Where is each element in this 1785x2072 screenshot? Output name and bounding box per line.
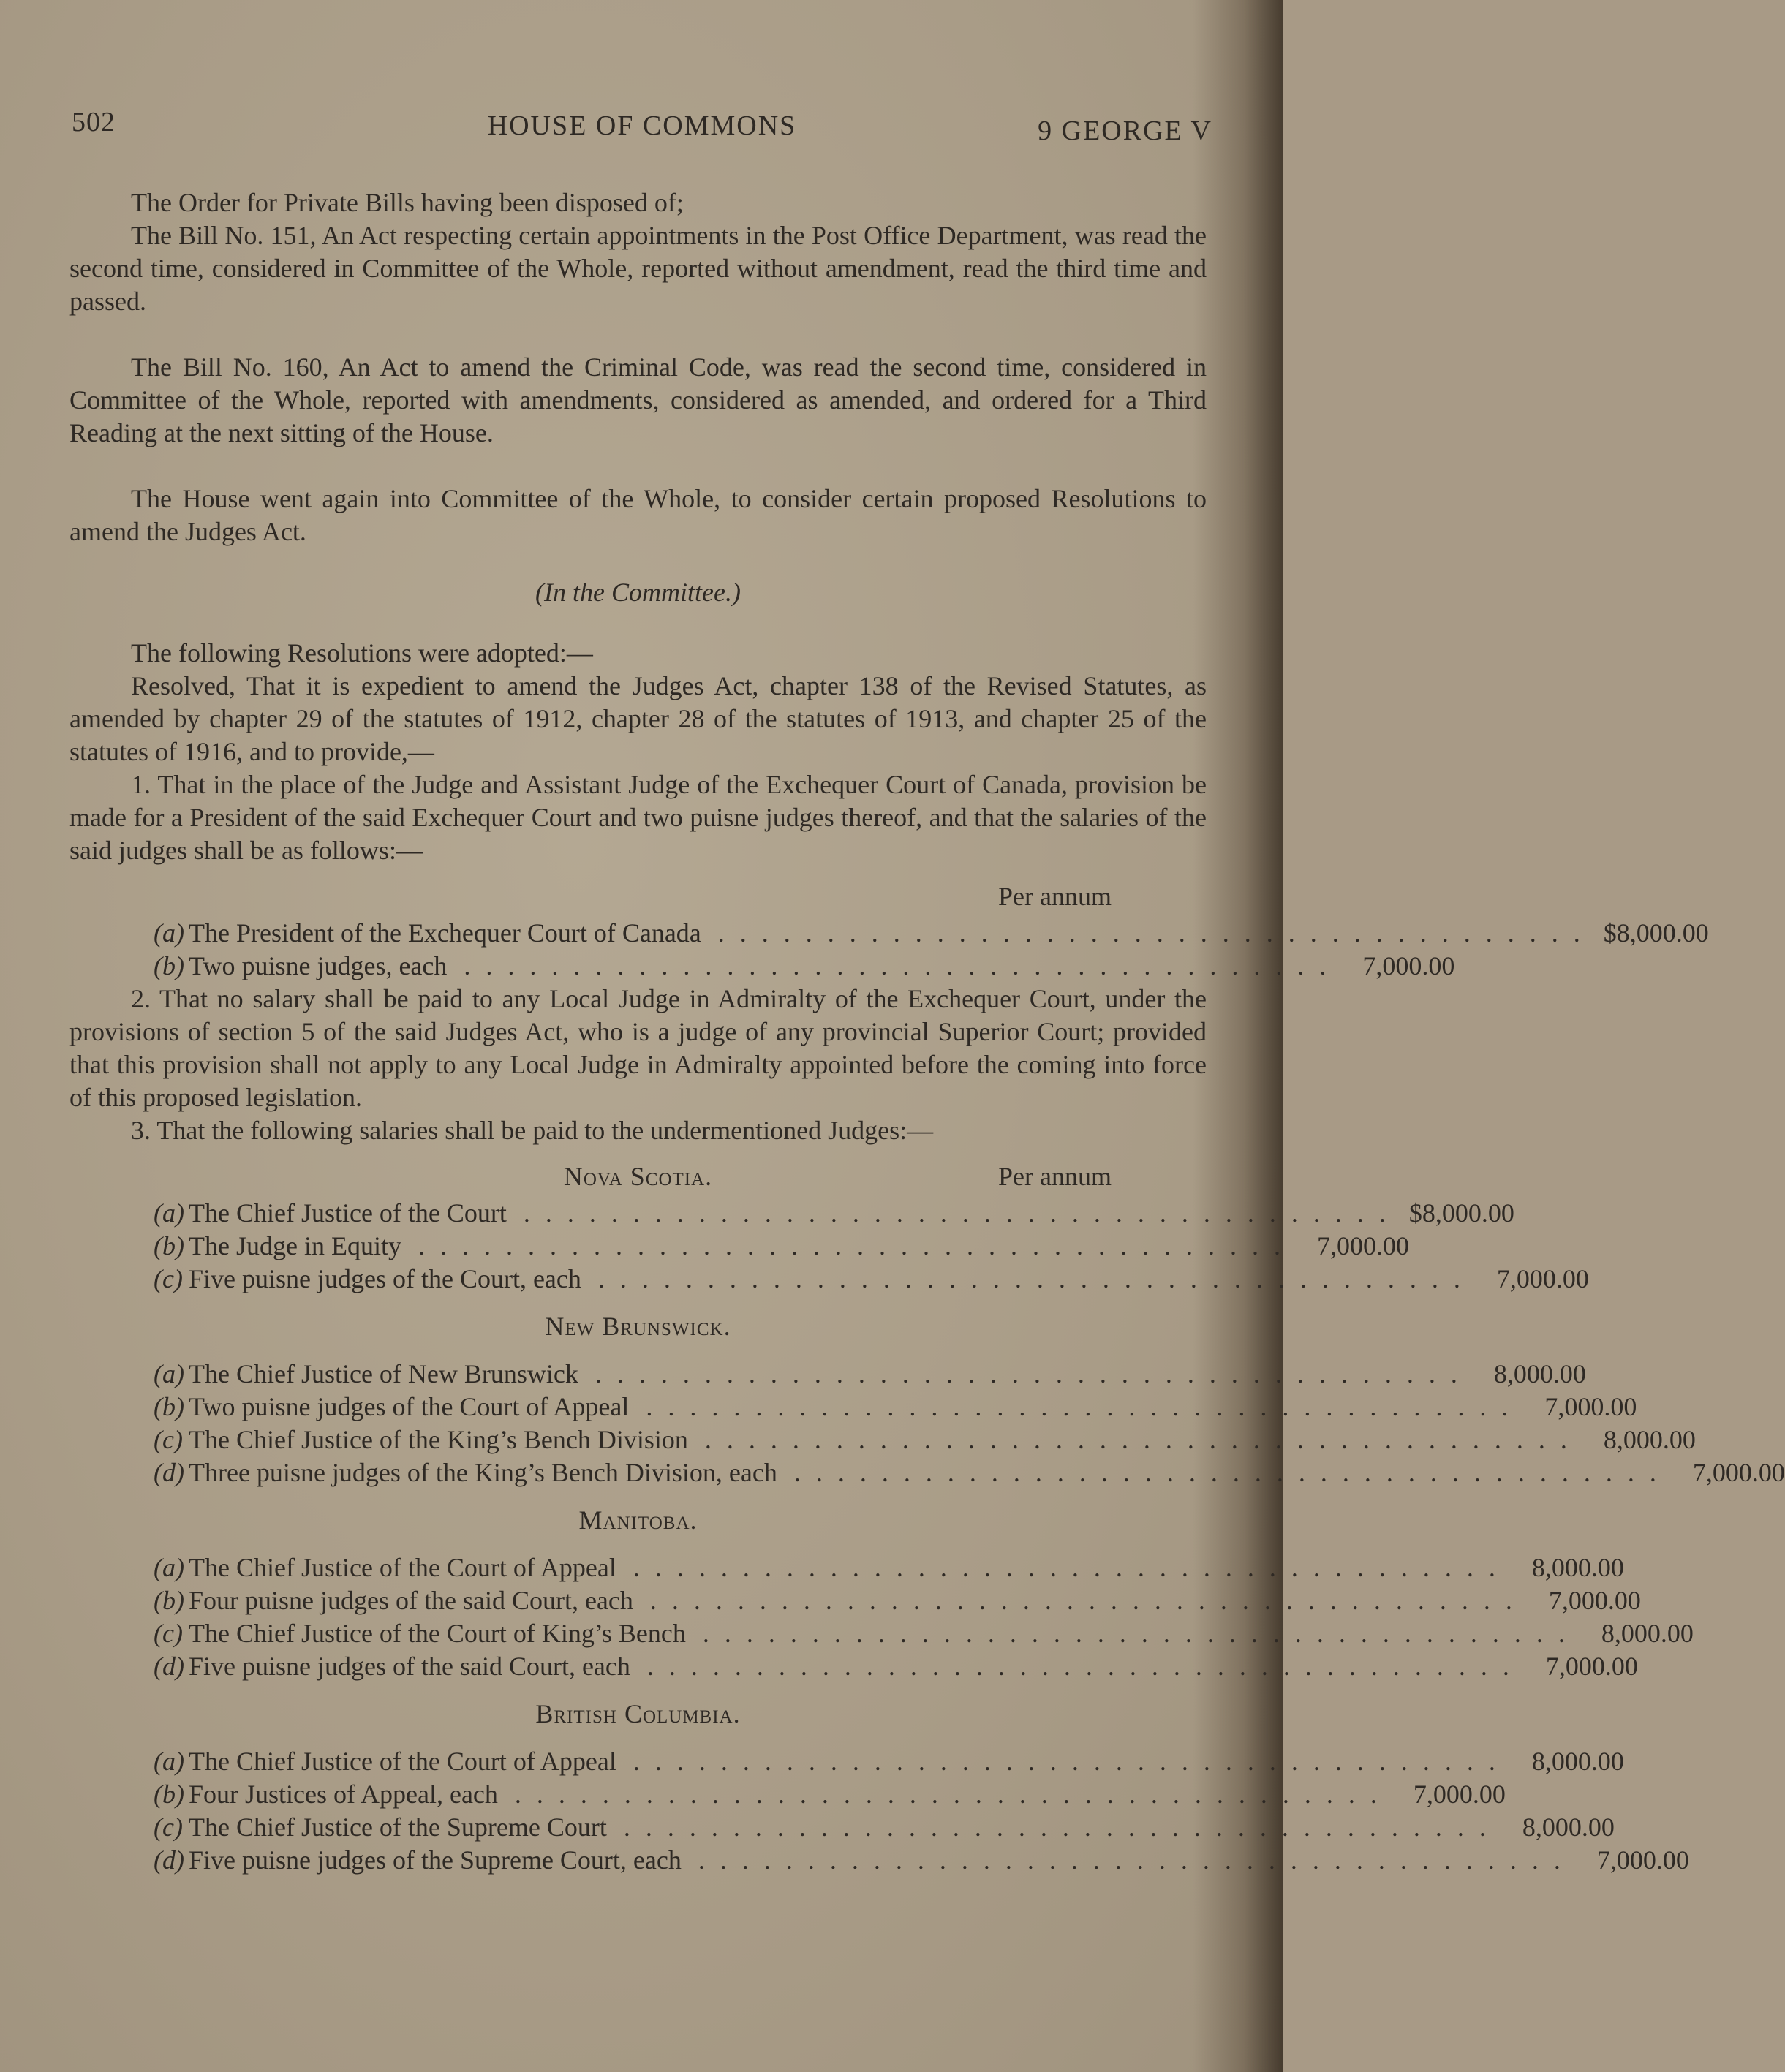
paragraph-resolution-3: 3. That the following salaries shall be paid to the undermentioned Judges:—	[131, 1116, 934, 1145]
salary-row	[154, 1811, 1615, 1844]
column-heading-exchequer	[69, 880, 1207, 917]
salary-row-amount: 8,000.00	[1531, 1747, 1624, 1776]
salary-row-label: (c)	[154, 1425, 183, 1454]
salary-row-amount: 7,000.00	[1544, 1392, 1637, 1421]
salary-row	[154, 1358, 1586, 1391]
salary-row-amount: 8,000.00	[1601, 1619, 1694, 1648]
salary-row-description: The Chief Justice of the Supreme Court . . . . . . . . . . . . . . . . . . . . . . . . . . . . . . . . . . . . . . . .	[189, 1812, 1490, 1842]
paragraph-committee-whole: The House went again into Committee of the Whole, to consider certain proposed Resolutions to amend the Judges Act.	[69, 484, 1207, 546]
salary-row-label: (c)	[154, 1264, 183, 1293]
paragraph-resolutions-adopted: The following Resolutions were adopted:—	[131, 638, 593, 668]
salary-row-label: (b)	[154, 951, 184, 980]
salary-row-description: Four Justices of Appeal, each . . . . . . . . . . . . . . . . . . . . . . . . . . . . . . . . . . . . . . . .	[189, 1780, 1381, 1809]
salary-row-label: (b)	[154, 1231, 184, 1260]
salary-row-amount: 8,000.00	[1603, 1425, 1696, 1454]
province-title-new-brunswick: New Brunswick.	[545, 1312, 731, 1341]
salary-row-amount: 7,000.00	[1596, 1845, 1689, 1875]
dot-leader: . . . . . . . . . . . . . . . . . . . . . . . . . . . . . . . . . . . . . . . .	[693, 1425, 1571, 1454]
dot-leader: . . . . . . . . . . . . . . . . . . . . . . . . . . . . . . . . . . . . . . . .	[687, 1845, 1565, 1875]
salary-row-label: (b)	[154, 1780, 184, 1809]
paragraph-resolved: Resolved, That it is expedient to amend the Judges Act, chapter 138 of the Revised Statutes, as amended by chapter 29 of the statutes of 1912, chapter 28 of the statutes of 1913, and chapter 25 of the statutes of 1916, and to provide,—	[69, 671, 1207, 766]
dot-leader: . . . . . . . . . . . . . . . . . . . . . . . . . . . . . . . . . . . . . . . .	[584, 1359, 1462, 1388]
salary-row-label: (a)	[154, 918, 184, 948]
salary-row	[154, 1456, 1785, 1489]
salary-row-description: Two puisne judges, each . . . . . . . . . . . . . . . . . . . . . . . . . . . . . . . . . . . . . . . .	[189, 951, 1331, 980]
committee-heading: (In the Committee.)	[535, 578, 741, 607]
salary-row	[154, 1391, 1637, 1423]
new-brunswick-salary-list	[154, 1358, 1785, 1489]
dot-leader: . . . . . . . . . . . . . . . . . . . . . . . . . . . . . . . . . . . . . . . .	[586, 1264, 1465, 1293]
dot-leader: . . . . . . . . . . . . . . . . . . . . . . . . . . . . . . . . . . . . . . . .	[691, 1619, 1569, 1648]
salary-row-description: Five puisne judges of the said Court, each . . . . . . . . . . . . . . . . . . . . . . . . . . . . . . . . . . . . . . . .	[189, 1652, 1514, 1681]
salary-row-amount: 8,000.00	[1493, 1359, 1586, 1388]
salary-row	[154, 1844, 1689, 1877]
salary-row-amount: 7,000.00	[1316, 1231, 1409, 1260]
salary-row-amount: 7,000.00	[1362, 951, 1455, 980]
paragraph-bill-151: The Bill No. 151, An Act respecting certain appointments in the Post Office Department, was read the second time, considered in Committee of the Whole, reported without amendment, read the third time and passed.	[69, 221, 1207, 316]
manitoba-salary-list	[154, 1551, 1694, 1683]
salary-row	[154, 917, 1709, 950]
exchequer-salary-list	[154, 917, 1709, 983]
salary-row	[154, 1230, 1409, 1263]
salary-row-description: The Chief Justice of the Court . . . . . . . . . . . . . . . . . . . . . . . . . . . . . . . . . . . . . . . .	[189, 1198, 1390, 1228]
salary-row-amount: 7,000.00	[1496, 1264, 1589, 1293]
salary-row-label: (b)	[154, 1586, 184, 1615]
salary-row-amount: 7,000.00	[1413, 1780, 1506, 1809]
salary-row-description: Four puisne judges of the said Court, each . . . . . . . . . . . . . . . . . . . . . . . . . . . . . . . . . . . . . . . .	[189, 1586, 1517, 1615]
salary-row-amount: 8,000.00	[1531, 1553, 1624, 1582]
salary-row-amount: 7,000.00	[1692, 1458, 1785, 1487]
salary-row	[154, 1423, 1696, 1456]
salary-row	[154, 1617, 1694, 1650]
dot-leader: . . . . . . . . . . . . . . . . . . . . . . . . . . . . . . . . . . . . . . . .	[612, 1812, 1490, 1842]
salary-row-label: (a)	[154, 1359, 184, 1388]
salary-row-label: (d)	[154, 1652, 184, 1681]
salary-row-description: Five puisne judges of the Court, each . . . . . . . . . . . . . . . . . . . . . . . . . . . . . . . . . . . . . . . .	[189, 1264, 1465, 1293]
paragraph-resolution-2: 2. That no salary shall be paid to any Local Judge in Admiralty of the Exchequer Court, under the provisions of section 5 of the said Judges Act, who is a judge of any provincial Superior Court; provided that this provision shall not apply to any Local Judge in Admiralty appointed before the coming into force of this proposed legislation.	[69, 984, 1207, 1112]
salary-row	[154, 1551, 1624, 1584]
paragraph-resolution-1: 1. That in the place of the Judge and Assistant Judge of the Exchequer Court of Canada, provision be made for a President of the said Exchequer Court and two puisne judges thereof, and that the salaries of the said judges shall be as follows:—	[69, 770, 1207, 865]
dot-leader: . . . . . . . . . . . . . . . . . . . . . . . . . . . . . . . . . . . . . . . .	[512, 1198, 1390, 1228]
paragraph-bill-160: The Bill No. 160, An Act to amend the Criminal Code, was read the second time, considered in Committee of the Whole, reported with amendments, considered as amended, and ordered for a Third Reading at the next sitting of the House.	[69, 352, 1207, 447]
dot-leader: . . . . . . . . . . . . . . . . . . . . . . . . . . . . . . . . . . . . . . . .	[503, 1780, 1381, 1809]
dot-leader: . . . . . . . . . . . . . . . . . . . . . . . . . . . . . . . . . . . . . . . .	[635, 1652, 1514, 1681]
per-annum-heading: Per annum	[998, 882, 1112, 911]
salary-row-label: (c)	[154, 1812, 183, 1842]
salary-row-description: Five puisne judges of the Supreme Court, each . . . . . . . . . . . . . . . . . . . . . . . . . . . . . . . . . . . . . . . .	[189, 1845, 1565, 1875]
salary-row-amount: 7,000.00	[1548, 1586, 1641, 1615]
province-title-british-columbia: British Columbia.	[535, 1699, 741, 1728]
salary-row-label: (d)	[154, 1458, 184, 1487]
dot-leader: . . . . . . . . . . . . . . . . . . . . . . . . . . . . . . . . . . . . . . . .	[622, 1553, 1500, 1582]
salary-row-amount: 7,000.00	[1545, 1652, 1638, 1681]
per-annum-heading: Per annum	[998, 1162, 1112, 1191]
salary-row-amount: 8,000.00	[1522, 1812, 1615, 1842]
page-number: 502	[72, 107, 116, 137]
salary-row-description: The Chief Justice of the Court of King’s Bench . . . . . . . . . . . . . . . . . . . . . . . . . . . . . . . . . . . . . . . .	[189, 1619, 1569, 1648]
column-heading-nova-scotia	[69, 1160, 1207, 1197]
salary-row-description: The President of the Exchequer Court of Canada . . . . . . . . . . . . . . . . . . . . . . . . . . . . . . . . . . . . . . . .	[189, 918, 1585, 948]
reign-label: 9 GEORGE V	[1038, 116, 1212, 146]
salary-row-label: (a)	[154, 1747, 184, 1776]
dot-leader: . . . . . . . . . . . . . . . . . . . . . . . . . . . . . . . . . . . . . . . .	[407, 1231, 1285, 1260]
salary-row-label: (a)	[154, 1553, 184, 1582]
paragraph-private-bills: The Order for Private Bills having been disposed of;	[131, 188, 684, 217]
salary-row	[154, 1263, 1589, 1296]
salary-row-label: (d)	[154, 1845, 184, 1875]
salary-row-label: (b)	[154, 1392, 184, 1421]
salary-row-amount: $8,000.00	[1603, 918, 1709, 948]
province-title-manitoba: Manitoba.	[578, 1505, 698, 1535]
salary-row	[154, 1197, 1514, 1230]
salary-row-label: (c)	[154, 1619, 183, 1648]
province-title-nova-scotia: Nova Scotia.	[563, 1162, 713, 1191]
running-title: HOUSE OF COMMONS	[487, 110, 797, 141]
nova-scotia-salary-list	[154, 1197, 1589, 1296]
dot-leader: . . . . . . . . . . . . . . . . . . . . . . . . . . . . . . . . . . . . . . . .	[453, 951, 1331, 980]
salary-row-label: (a)	[154, 1198, 184, 1228]
salary-row-description: The Chief Justice of the Court of Appeal . . . . . . . . . . . . . . . . . . . . . . . . . . . . . . . . . . . . . . . .	[189, 1747, 1500, 1776]
salary-row-description: The Chief Justice of the Court of Appeal . . . . . . . . . . . . . . . . . . . . . . . . . . . . . . . . . . . . . . . .	[189, 1553, 1500, 1582]
dot-leader: . . . . . . . . . . . . . . . . . . . . . . . . . . . . . . . . . . . . . . . .	[635, 1392, 1513, 1421]
salary-row	[154, 1584, 1641, 1617]
salary-row-description: Two puisne judges of the Court of Appeal . . . . . . . . . . . . . . . . . . . . . . . . . . . . . . . . . . . . . . . .	[189, 1392, 1513, 1421]
salary-row	[154, 1745, 1624, 1778]
british-columbia-salary-list	[154, 1745, 1689, 1877]
salary-row-description: The Chief Justice of New Brunswick . . . . . . . . . . . . . . . . . . . . . . . . . . . . . . . . . . . . . . . .	[189, 1359, 1462, 1388]
salary-row-amount: $8,000.00	[1408, 1198, 1514, 1228]
dot-leader: . . . . . . . . . . . . . . . . . . . . . . . . . . . . . . . . . . . . . . . .	[638, 1586, 1517, 1615]
dot-leader: . . . . . . . . . . . . . . . . . . . . . . . . . . . . . . . . . . . . . . . .	[782, 1458, 1661, 1487]
salary-row	[154, 1778, 1506, 1811]
salary-row	[154, 950, 1455, 983]
salary-row-description: Three puisne judges of the King’s Bench Division, each . . . . . . . . . . . . . . . . . . . . . . . . . . . . . . . . . . . . . . . .	[189, 1458, 1661, 1487]
page-body	[69, 186, 1785, 1877]
page-header	[72, 106, 1212, 150]
salary-row-description: The Chief Justice of the King’s Bench Division . . . . . . . . . . . . . . . . . . . . . . . . . . . . . . . . . . . . . . . .	[189, 1425, 1571, 1454]
salary-row-description: The Judge in Equity . . . . . . . . . . . . . . . . . . . . . . . . . . . . . . . . . . . . . . . .	[189, 1231, 1285, 1260]
salary-row	[154, 1650, 1638, 1683]
dot-leader: . . . . . . . . . . . . . . . . . . . . . . . . . . . . . . . . . . . . . . . .	[622, 1747, 1500, 1776]
dot-leader: . . . . . . . . . . . . . . . . . . . . . . . . . . . . . . . . . . . . . . . .	[706, 918, 1585, 948]
